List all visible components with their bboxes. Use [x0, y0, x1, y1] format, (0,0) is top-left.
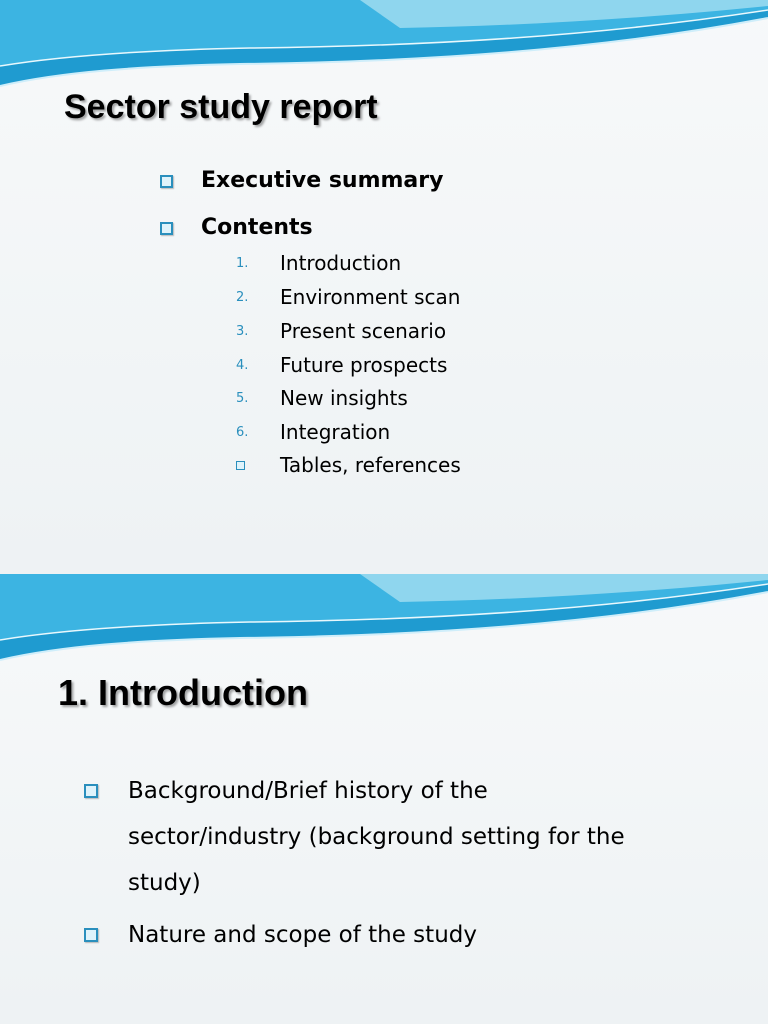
slide-2 [0, 574, 768, 1024]
list-item [236, 353, 447, 377]
bullet-text: Background/Brief history of the sector/industry (background setting for the study) [128, 778, 625, 896]
list-item [236, 386, 408, 410]
list-item [236, 453, 461, 477]
list-number: 3. [236, 323, 249, 339]
list-number: 4. [236, 357, 249, 373]
list-text: Present scenario [280, 319, 447, 343]
slide-title: Sector study report [64, 88, 378, 126]
list-text: Future prospects [280, 353, 448, 377]
bullet-nature-scope [84, 912, 644, 958]
list-item [236, 251, 401, 275]
square-bullet-icon [160, 222, 173, 235]
slide-title: 1. Introduction [58, 672, 308, 713]
square-bullet-icon [236, 461, 245, 470]
list-item [236, 285, 460, 309]
list-text: Tables, references [280, 453, 461, 477]
wave-decoration [0, 574, 768, 674]
square-bullet-icon [84, 784, 98, 798]
list-text: Introduction [280, 251, 402, 275]
bullet-text: Contents [201, 215, 313, 240]
list-text: New insights [280, 386, 408, 410]
list-text: Integration [280, 420, 391, 444]
list-number: 2. [236, 289, 249, 305]
square-bullet-icon [84, 928, 98, 942]
wave-decoration [0, 0, 768, 100]
bullet-text: Executive summary [201, 168, 444, 193]
list-number: 1. [236, 255, 249, 271]
list-item [236, 420, 390, 444]
list-number: 5. [236, 390, 249, 406]
list-text: Environment scan [280, 285, 461, 309]
bullet-executive-summary [160, 168, 443, 193]
square-bullet-icon [160, 175, 173, 188]
bullet-text: Nature and scope of the study [128, 922, 477, 948]
list-number: 6. [236, 424, 249, 440]
list-item [236, 319, 446, 343]
bullet-background [84, 768, 644, 906]
bullet-contents [160, 215, 313, 240]
